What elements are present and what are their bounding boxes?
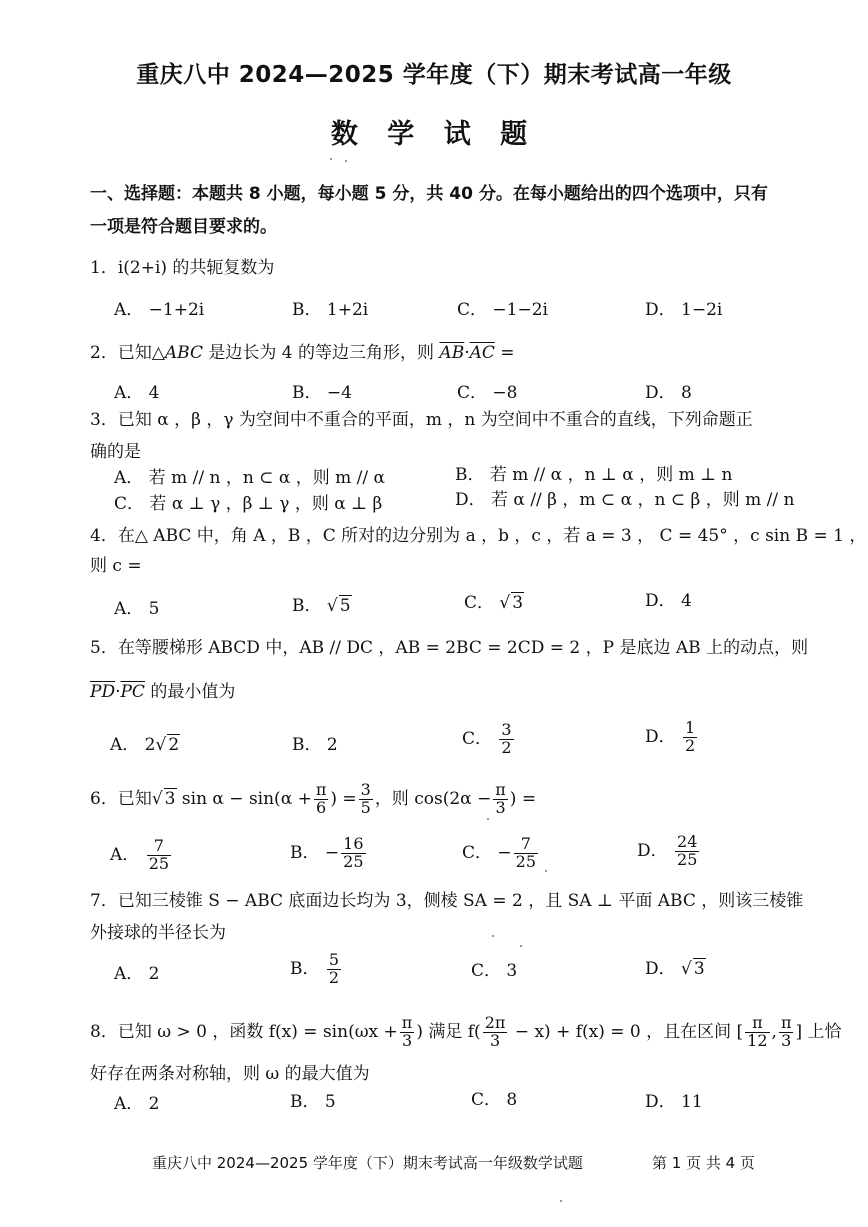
scan-speck [330,158,332,160]
scan-speck [487,818,489,820]
q2-option-c: C． −8 [457,383,518,403]
q3-option-d: D． 若 α // β ，m ⊂ α ，n ⊂ β ，则 m // n [455,490,795,510]
exam-title: 重庆八中 2024—2025 学年度（下）期末考试高一年级 [136,62,732,88]
q8-option-d: D． 11 [645,1092,703,1112]
q7-option-c: C． 3 [471,961,518,981]
question-8-stem-line2: 好存在两条对称轴，则 ω 的最大值为 [90,1064,370,1084]
q2-option-a: A． 4 [114,383,160,403]
q3-option-a: A． 若 m // n ，n ⊂ α ，则 m // α [114,468,385,488]
q4-option-b: B． √ 5 [292,596,351,616]
question-4-stem-line1: 4．在△ ABC 中，角 A ，B ，C 所对的边分别为 a ，b ，c ，若 a = 3 ， C = 45° ，c sin B = 1 ， [90,526,867,546]
footer-exam-name: 重庆八中 2024—2025 学年度（下）期末考试高一年级数学试题 [152,1154,583,1172]
section-instructions-line1: 一、选择题：本题共 8 小题，每小题 5 分，共 40 分。在每小题给出的四个选项中，只有 [90,184,768,204]
q4-option-c: C． √ 3 [464,593,524,613]
q2-option-d: D． 8 [645,383,692,403]
q7-option-a: A． 2 [114,964,160,984]
question-1-stem: 1．i(2+i) 的共轭复数为 [90,258,275,278]
scan-speck [492,935,494,937]
q8-option-c: C． 8 [471,1090,518,1110]
q3-option-b: B． 若 m // α ，n ⊥ α ，则 m ⊥ n [455,465,733,485]
vector-pd: $\overline{PD}$ [90,682,116,702]
scan-speck [560,1200,562,1202]
q7-option-d: D． √ 3 [645,959,705,979]
question-5-stem-line1: 5．在等腰梯形 ABCD 中，AB // DC ，AB = 2BC = 2CD = 2 ，P 是底边 AB 上的动点，则 [90,638,809,658]
vector-ac: $\overline{AC}$ [469,343,495,363]
question-2-stem: 2．已知△ABC 是边长为 4 的等边三角形，则 $\overline{AB}\cdot\overline{AC}$ = [90,343,515,363]
q8-option-a: A． 2 [114,1094,160,1114]
vector-pc: $\overline{PC}$ [120,682,145,702]
q2-option-b: B． −4 [292,383,352,403]
vector-ab: $\overline{AB}$ [439,343,465,363]
q5-option-a: A． 2√ 2 [110,735,180,755]
q1-option-b: B． 1+2i [292,300,369,320]
question-8-stem-line1: 8．已知 ω > 0 ，函数 f(x) = sin(ωx + $\frac{\pi}{3}$ ) 满足 f( $\frac{2\pi}{3}$ − x) + f(x) = 0 ，且在区间 [ $\frac{\pi}{12}$ , $\frac{\pi}{3}$ ] 上恰 [90,1013,842,1050]
question-3-stem-line2: 确的是 [90,442,141,462]
scan-speck [345,160,347,162]
q4-option-a: A． 5 [114,599,160,619]
q6-option-d: D． $\frac{24}{25}$ [637,832,698,869]
scan-speck [520,945,522,947]
q6-option-c: C． − $\frac{7}{25}$ [462,834,537,871]
question-7-stem-line1: 7．已知三棱锥 S − ABC 底面边长均为 3，侧棱 SA = 2 ，且 SA ⊥ 平面 ABC ，则该三棱锥 [90,891,804,911]
q8-option-b: B． 5 [290,1092,336,1112]
q3-option-c: C． 若 α ⊥ γ ，β ⊥ γ ，则 α ⊥ β [114,494,383,514]
q6-option-b: B． − $\frac{16}{25}$ [290,834,364,871]
q1-option-d: D． 1−2i [645,300,723,320]
q6-option-a: A． $\frac{7}{25}$ [110,836,170,873]
footer-page-number: 第 1 页 共 4 页 [652,1154,755,1172]
q7-option-b: B． $\frac{5}{2}$ [290,950,340,987]
question-5-stem-line2: $\overline{PD}\cdot\overline{PC}$ 的最小值为 [90,682,236,702]
question-6-stem: 6．已知√ 3 sin α − sin(α + $\frac{\pi}{6}$ ) = $\frac{3}{5}$ ，则 cos(2α − $\frac{\pi}{3}$ ) = [90,780,537,817]
scan-speck [545,870,547,872]
q5-option-c: C． $\frac{3}{2}$ [462,720,512,757]
exam-subject-title: 数 学 试 题 [330,119,538,150]
q5-option-b: B． 2 [292,735,338,755]
question-3-stem-line1: 3．已知 α ，β ，γ 为空间中不重合的平面，m ，n 为空间中不重合的直线，下列命题正 [90,410,753,430]
question-4-stem-line2: 则 c = [90,556,142,576]
q4-option-d: D． 4 [645,591,692,611]
q5-option-d: D． $\frac{1}{2}$ [645,718,696,755]
q1-option-c: C． −1−2i [457,300,548,320]
section-instructions-line2: 一项是符合题目要求的。 [90,217,277,237]
question-7-stem-line2: 外接球的半径长为 [90,923,226,943]
q1-option-a: A． −1+2i [114,300,205,320]
